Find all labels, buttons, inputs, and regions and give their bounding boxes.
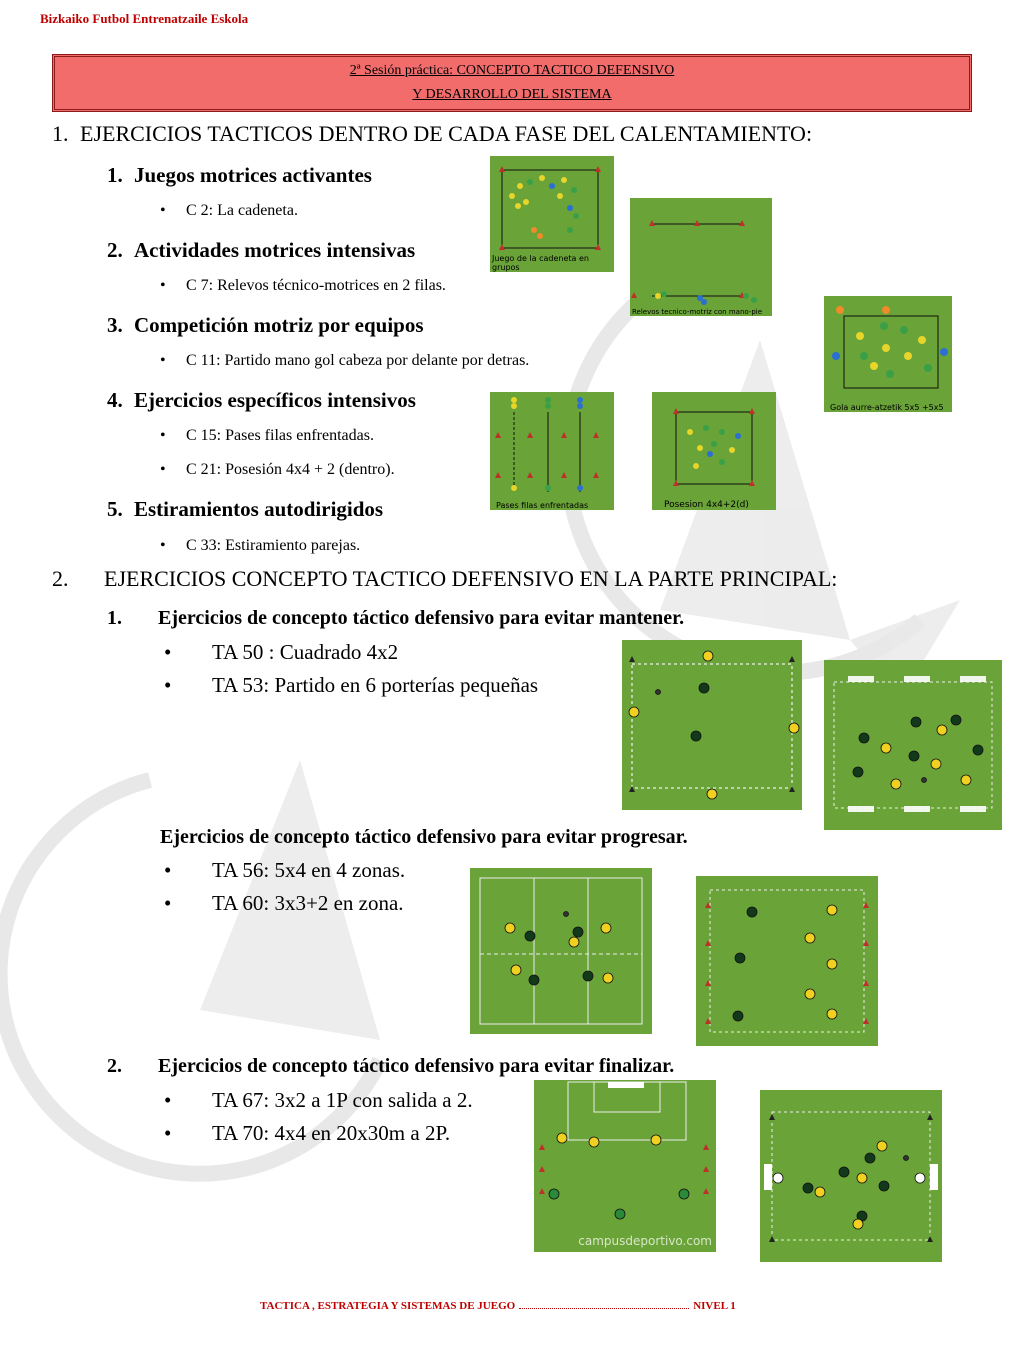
section2-title: EJERCICIOS CONCEPTO TACTICO DEFENSIVO EN LA PARTE PRINCIPAL: [104, 566, 838, 591]
s2-group2-item2: • TA 60: 3x3+2 en zona. [212, 891, 404, 916]
s2-group2-label: Ejercicios de concepto táctico defensivo para evitar progresar. [160, 826, 688, 848]
diagram-c11 [824, 296, 952, 412]
s1-item5-label: Estiramientos autodirigidos [134, 497, 384, 521]
banner-line-2: Y DESARROLLO DEL SISTEMA [412, 87, 612, 102]
s1-item1-num: 1. [107, 163, 123, 187]
s1-item3-num: 3. [107, 313, 123, 337]
diagram-c21 [652, 392, 776, 510]
caption-c21: Posesion 4x4+2(d) [664, 500, 749, 510]
diagram-c2 [490, 156, 614, 272]
banner-line-1: 2ª Sesión práctica: CONCEPTO TACTICO DEFENSIVO [349, 63, 675, 78]
diagram-c15 [490, 392, 614, 510]
s1-item3-label: Competición motriz por equipos [134, 313, 424, 337]
caption-c7: Relevos tecnico-motriz con mano-pie [632, 308, 763, 316]
caption-c15: Pases filas enfrentadas [496, 501, 589, 510]
s2-group3-item1: • TA 67: 3x2 a 1P con salida a 2. [212, 1088, 473, 1113]
session-banner [52, 54, 972, 112]
page-footer [260, 1300, 736, 1312]
s2-group1-num: 1. [107, 607, 122, 629]
s1-item2-num: 2. [107, 238, 123, 262]
footer-divider [519, 1308, 689, 1309]
s1-item2-bullet1: • C 7: Relevos técnico-motrices en 2 filas. [186, 277, 446, 295]
s2-group3-item2: • TA 70: 4x4 en 20x30m a 2P. [212, 1121, 450, 1146]
s2-group3-num: 2. [107, 1055, 122, 1077]
caption-c11: Gola aurre-atzetik 5x5 +5x5 [830, 403, 944, 412]
diagram-ta50 [622, 640, 802, 810]
s1-item4-num: 4. [107, 388, 123, 412]
s1-item4-label: Ejercicios específicos intensivos [134, 388, 416, 412]
section2-number: 2. [52, 566, 69, 591]
s2-group2-item1: • TA 56: 5x4 en 4 zonas. [212, 858, 405, 883]
footer-left: TACTICA , ESTRATEGIA Y SISTEMAS DE JUEGO [260, 1300, 516, 1312]
diagram-ta56 [470, 868, 652, 1034]
school-name: Bizkaiko Futbol Entrenatzaile Eskola [40, 11, 249, 26]
s2-group1-item1: • TA 50 : Cuadrado 4x2 [212, 640, 398, 665]
caption-ta67-watermark: campusdeportivo.com [578, 1234, 712, 1248]
diagram-c7 [630, 198, 772, 316]
diagram-ta53 [824, 660, 1002, 830]
diagram-ta67 [534, 1080, 716, 1252]
s2-group1-label: Ejercicios de concepto táctico defensivo para evitar mantener. [158, 607, 685, 629]
footer-right: NIVEL 1 [693, 1300, 736, 1312]
s1-item4-bullet2: • C 21: Posesión 4x4 + 2 (dentro). [186, 461, 395, 479]
section1-number: 1. [52, 121, 69, 146]
s1-item5-num: 5. [107, 497, 123, 521]
s1-item3-bullet1: • C 11: Partido mano gol cabeza por delante por detras. [186, 352, 529, 370]
s2-group3-label: Ejercicios de concepto táctico defensivo para evitar finalizar. [158, 1055, 675, 1077]
s1-item1-label: Juegos motrices activantes [134, 163, 372, 187]
diagram-ta70 [760, 1090, 942, 1262]
s1-item5-bullet1: • C 33: Estiramiento parejas. [186, 537, 360, 555]
diagram-ta60 [696, 876, 878, 1046]
s1-item2-label: Actividades motrices intensivas [134, 238, 416, 262]
s1-item4-bullet1: • C 15: Pases filas enfrentadas. [186, 427, 374, 445]
caption-c2: Juego de la cadeneta en grupos [492, 254, 589, 272]
s1-item1-bullet1: • C 2: La cadeneta. [186, 202, 298, 220]
s2-group1-item2: • TA 53: Partido en 6 porterías pequeñas [212, 673, 538, 698]
section1-title: EJERCICIOS TACTICOS DENTRO DE CADA FASE DEL CALENTAMIENTO: [80, 121, 813, 146]
